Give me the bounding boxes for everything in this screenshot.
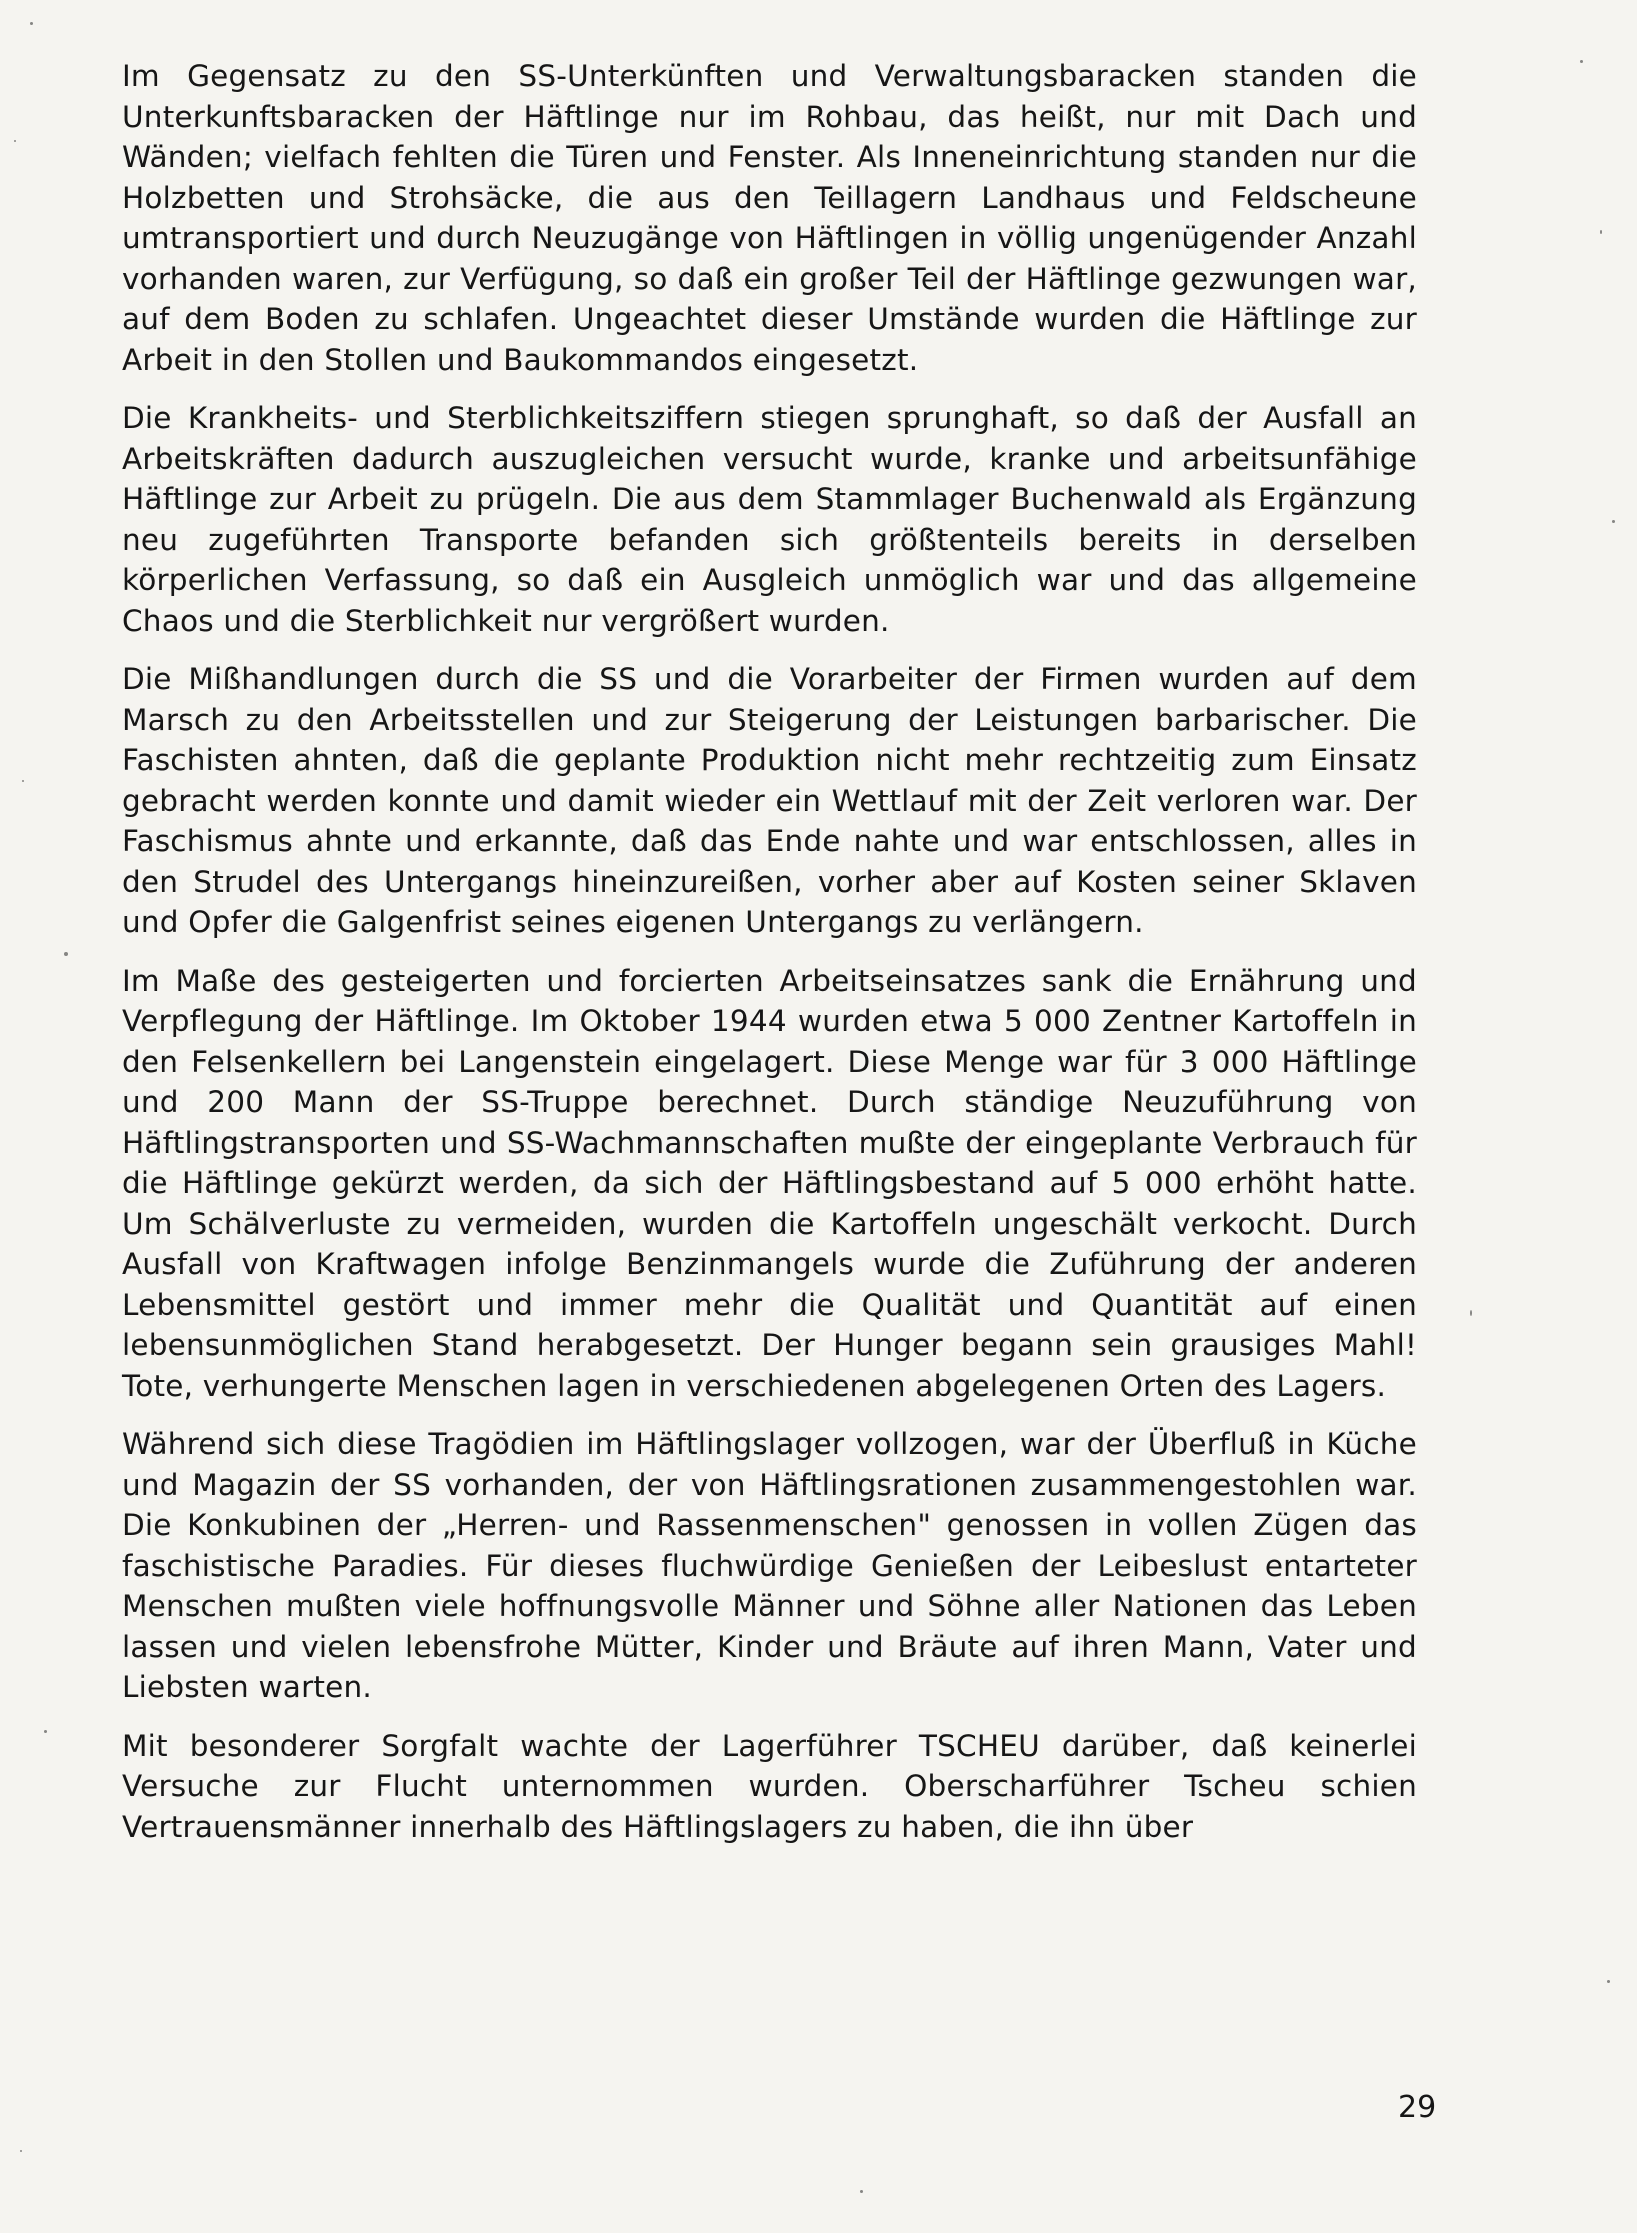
scan-speck [44,1730,47,1733]
scan-speck [64,952,68,956]
scan-speck [14,140,16,142]
paragraph: Im Gegensatz zu den SS-Unterkünften und Verwaltungsbaracken standen die Unterkunftsbaracken der Häftlinge nur im Rohbau, das heißt, nur mit Dach und Wänden; vielfach fehlten die Türen und Fenster. Als Inneneinrichtung standen nur die Holzbetten und Strohsäcke, die aus den Teillagern Landhaus und Feldscheune umtransportiert und durch Neuzugänge von Häftlingen in völlig ungenügender Anzahl vorhanden waren, zur Verfügung, so daß ein großer Teil der Häftlinge gezwungen war, auf dem Boden zu schlafen. Ungeachtet dieser Umstände wurden die Häftlinge zur Arbeit in den Stollen und Baukommandos eingesetzt. [122,59,1417,377]
paragraph: Die Mißhandlungen durch die SS und die Vorarbeiter der Firmen wurden auf dem Marsch zu den Arbeitsstellen und zur Steigerung der Leistungen barbarischer. Die Faschisten ahnten, daß die geplante Produktion nicht mehr rechtzeitig zum Einsatz gebracht werden konnte und damit wieder ein Wettlauf mit der Zeit verloren war. Der Faschismus ahnte und erkannte, daß das Ende nahte und war entschlossen, alles in den Strudel des Untergangs hineinzureißen, vorher aber auf Kosten seiner Sklaven und Opfer die Galgenfrist seines eigenen Untergangs zu verlängern. [122,662,1417,939]
paragraph: Die Krankheits- und Sterblichkeitsziffern stiegen sprunghaft, so daß der Ausfall an Arbeitskräften dadurch auszugleichen versucht wurde, kranke und arbeitsunfähige Häftlinge zur Arbeit zu prügeln. Die aus dem Stammlager Buchenwald als Ergänzung neu zugeführten Transporte befanden sich größtenteils bereits in derselben körperlichen Verfassung, so daß ein Ausgleich unmöglich war und das allgemeine Chaos und die Sterblichkeit nur vergrößert wurden. [122,401,1417,638]
scan-speck [20,2150,22,2152]
scan-speck [30,22,33,25]
scan-speck [1600,230,1602,234]
paragraph: Während sich diese Tragödien im Häftlingslager vollzogen, war der Überfluß in Küche und Magazin der SS vorhanden, der von Häftlingsrationen zusammengestohlen war. Die Konkubinen der „Herren- und Rassenmenschen" genossen in vollen Zügen das faschistische Paradies. Für dieses fluchwürdige Genießen der Leibeslust entarteter Menschen mußten viele hoffnungsvolle Männer und Söhne aller Nationen das Leben lassen und vielen lebensfrohe Mütter, Kinder und Bräute auf ihren Mann, Vater und Liebsten warten. [122,1427,1417,1704]
scan-speck [1607,1980,1610,1983]
scan-speck [1470,1310,1472,1316]
scan-speck [1612,520,1615,523]
scan-speck [22,780,24,782]
paragraph: Mit besonderer Sorgfalt wachte der Lagerführer TSCHEU darüber, daß keinerlei Versuche zur Flucht unternommen wurden. Oberscharführer Tscheu schien Vertrauensmänner innerhalb des Häftlingslagers zu haben, die ihn über [122,1728,1417,1844]
scan-speck [860,2190,863,2193]
scan-speck [1580,60,1583,63]
paragraph: Im Maße des gesteigerten und forcierten Arbeitseinsatzes sank die Ernährung und Verpflegung der Häftlinge. Im Oktober 1944 wurden etwa 5 000 Zentner Kartoffeln in den Felsenkellern bei Langenstein eingelagert. Diese Menge war für 3 000 Häftlinge und 200 Mann der SS-Truppe berechnet. Durch ständige Neuzuführung von Häftlingstransporten und SS-Wachmannschaften mußte der eingeplante Verbrauch für die Häftlinge gekürzt werden, da sich der Häftlingsbestand auf 5 000 erhöht hatte. Um Schälverluste zu vermeiden, wurden die Kartoffeln ungeschält verkocht. Durch Ausfall von Kraftwagen infolge Benzinmangels wurde die Zuführung der anderen Lebensmittel gestört und immer mehr die Qualität und Quantität auf einen lebensunmöglichen Stand herabgesetzt. Der Hunger begann sein grausiges Mahl! Tote, verhungerte Menschen lagen in verschiedenen abgelegenen Orten des Lagers. [122,963,1417,1403]
body-text [122,56,1417,1865]
page-number: 29 [1398,2090,1437,2125]
